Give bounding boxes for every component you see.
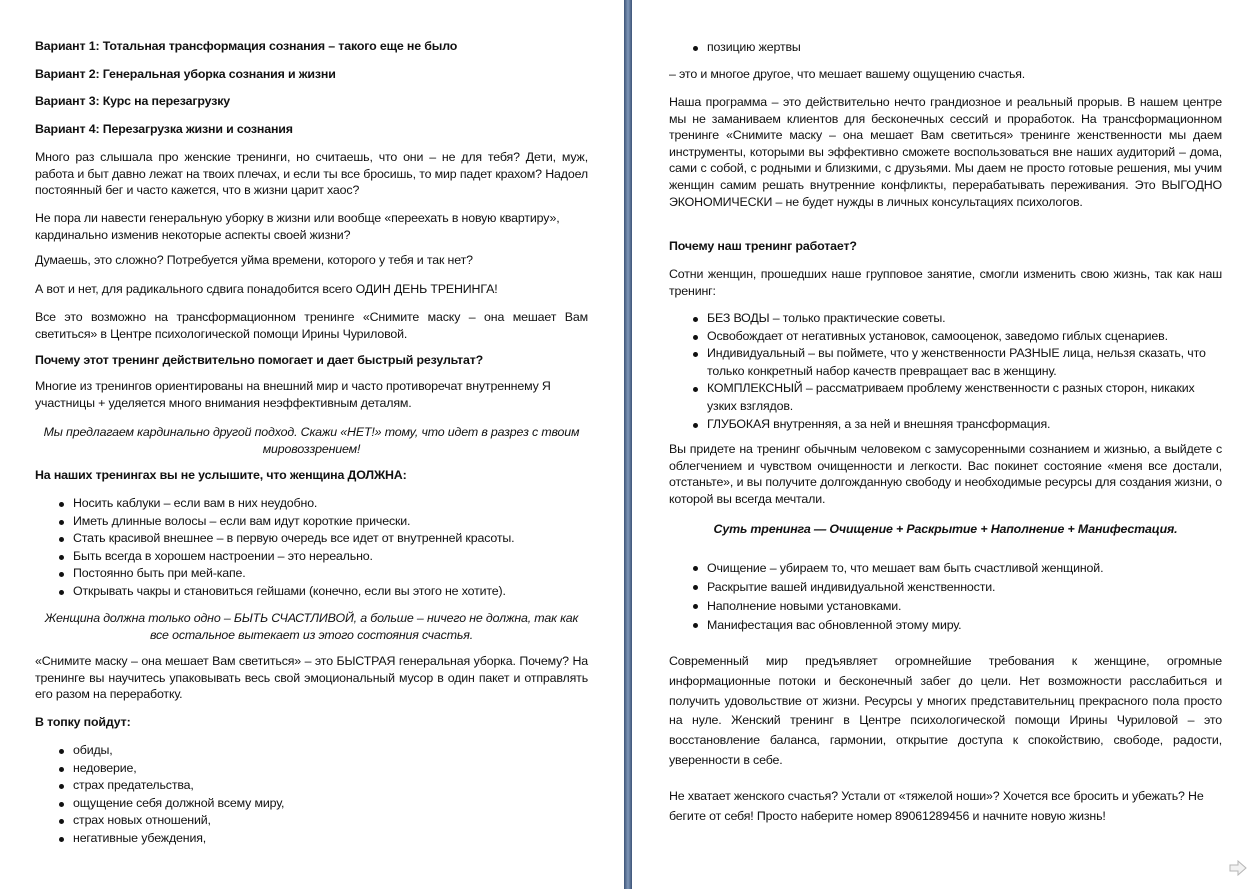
list-item: Очищение – убираем то, что мешает вам быть счастливой женщиной. [669,559,1222,578]
list-item: обиды, [35,742,588,760]
paragraph: Много раз слышала про женские тренинги, но считаешь, что они – не для тебя? Дети, муж, работа и быт давно лежат на твоих плечах, и если ты все бросишь, то мир падет крахом? Надоел постоянный бег и часто кажется, что в жизни царит хаос? [35,150,588,198]
list-item: Иметь длинные волосы – если вам идут короткие прически. [35,513,588,531]
paragraph: «Снимите маску – она мешает Вам светиться» – это БЫСТРАЯ генеральная уборка. Почему? На тренинге вы научитесь упаковывать весь свой эмоциональный мусор в один пакет и отправлять его разом на переработку. [35,654,588,702]
list-item: Постоянно быть при мей-капе. [35,565,588,583]
list-item: Быть всегда в хорошем настроении – это нереально. [35,548,588,566]
list-item: недоверие, [35,760,588,778]
page-divider [624,0,632,889]
list-item: страх новых отношений, [35,812,588,830]
section-heading: В топку пойдут: [35,715,131,729]
paragraph: Все это возможно на трансформационном тренинге «Снимите маску – она мешает Вам светиться» в Центре психологической помощи Ирины Чуриловой. [35,310,588,341]
section-heading: На наших тренингах вы не услышите, что женщина ДОЛЖНА: [35,468,407,482]
paragraph: Многие из тренингов ориентированы на внешний мир и часто противоречат внутреннему Я участницы + уделяется много внимания неэффективным деталям. [35,379,551,410]
essence-list [669,559,1222,635]
list-item: КОМПЛЕКСНЫЙ – рассматриваем проблему женственности с разных сторон, никаких узких взглядов. [669,380,1222,415]
list-item: Раскрытие вашей индивидуальной женственности. [669,578,1222,597]
list-item: Носить каблуки – если вам в них неудобно. [35,495,588,513]
list-item: Манифестация вас обновленной этому миру. [669,616,1222,635]
list-item: страх предательства, [35,777,588,795]
paragraph: Наша программа – это действительно нечто грандиозное и реальный прорыв. В нашем центре мы не заманиваем клиентов для бесконечных сессий и проработок. На трансформационном тренинге «Снимите маску – она мешает Вам светиться» тренинге женственности мы даем инструменты, которыми вы эффективно сможете воспользоваться вне наших аудиторий – дома, сами с собой, с родными и близкими, с друзьями. Мы даем не просто готовые решения, мы учим женщин самим решать внутренние конфликты, перерабатывать переживания. Это ВЫГОДНО ЭКОНОМИЧЕСКИ – не будет нужды в личных консультациях психологов. [669,95,1222,209]
essence-heading: Суть тренинга — Очищение + Раскрытие + Наполнение + Манифестация. [713,522,1178,536]
section-heading: Почему этот тренинг действительно помогает и дает быстрый результат? [35,353,484,367]
fire-list [35,742,588,848]
paragraph: Не пора ли навести генеральную уборку в жизни или вообще «переехать в новую квартиру», кардинально изменив некоторые аспекты своей жизни? [35,211,560,242]
list-item: Стать красивой внешнее – в первую очередь все идет от внутренней красоты. [35,530,588,548]
must-list [35,495,588,601]
paragraph: Вы придете на тренинг обычным человеком с замусоренными сознанием и жизнью, а выйдете с облегчением и чувством очищенности и легкости. Вас покинет состояние «меня все достали, отстаньте», и вы получите долгожданную свободу и необходимые ресурсы для создания жизни, о которой вы всегда мечтали. [669,442,1222,506]
list-item: Открывать чакры и становиться гейшами (конечно, если вы этого не хотите). [35,583,588,601]
italic-quote: Мы предлагаем кардинально другой подход. Скажи «НЕТ!» тому, что идет в разрез с твоим мировоззрением! [43,425,580,456]
section-heading: Почему наш тренинг работает? [669,239,857,253]
list-item: Индивидуальный – вы поймете, что у женственности РАЗНЫЕ лица, нельзя сказать, что только конкретный набор качеств превращает вас в женщину. [669,345,1222,380]
variant-heading: Вариант 1: Тотальная трансформация сознания – такого еще не было [35,39,458,53]
paragraph: Сотни женщин, прошедших наше групповое занятие, смогли изменить свою жизнь, так как наш тренинг: [669,267,1222,298]
variant-heading: Вариант 2: Генеральная уборка сознания и жизни [35,67,336,81]
list-item: БЕЗ ВОДЫ – только практические советы. [669,310,1222,328]
paragraph: А вот и нет, для радикального сдвига понадобится всего ОДИН ДЕНЬ ТРЕНИНГА! [35,282,498,296]
fire-list-continued [669,39,1222,57]
list-item: ощущение себя должной всему миру, [35,795,588,813]
paragraph: – это и многое другое, что мешает вашему ощущению счастья. [669,67,1026,81]
list-item: Наполнение новыми установками. [669,597,1222,616]
italic-quote: Женщина должна только одно – БЫТЬ СЧАСТЛИВОЙ, а больше – ничего не должна, так как все остальное вытекает из этого состояния счастья. [44,611,579,642]
paragraph: Не хватает женского счастья? Устали от «тяжелой ноши»? Хочется все бросить и убежать? Не бегите от себя! Просто наберите номер 89061289456 и начните новую жизнь! [669,789,1204,823]
variant-heading: Вариант 3: Курс на перезагрузку [35,94,230,108]
list-item: позицию жертвы [669,39,1222,57]
list-item: негативные убеждения, [35,830,588,848]
paragraph: Современный мир предъявляет огромнейшие требования к женщине, огромные информационные потоки и бесконечный забег до цели. Нет возможности расслабиться и получить удовольствие от жизни. Ресурсы у многих представительниц прекрасного пола просто на нуле. Женский тренинг в Центре психологической помощи Ирины Чуриловой – это восстановление баланса, гармонии, открытие доступа к спокойствию, свободе, радости, уверенности в себе. [669,654,1222,767]
document-page-2 [632,0,1257,889]
list-item: ГЛУБОКАЯ внутренняя, а за ней и внешняя трансформация. [669,416,1222,434]
variant-heading: Вариант 4: Перезагрузка жизни и сознания [35,122,293,136]
document-page-1 [0,0,624,889]
works-list [669,310,1222,433]
list-item: Освобождает от негативных установок, самооценок, заведомо гиблых сценариев. [669,328,1222,346]
paragraph: Думаешь, это сложно? Потребуется уйма времени, которого у тебя и так нет? [35,253,473,267]
